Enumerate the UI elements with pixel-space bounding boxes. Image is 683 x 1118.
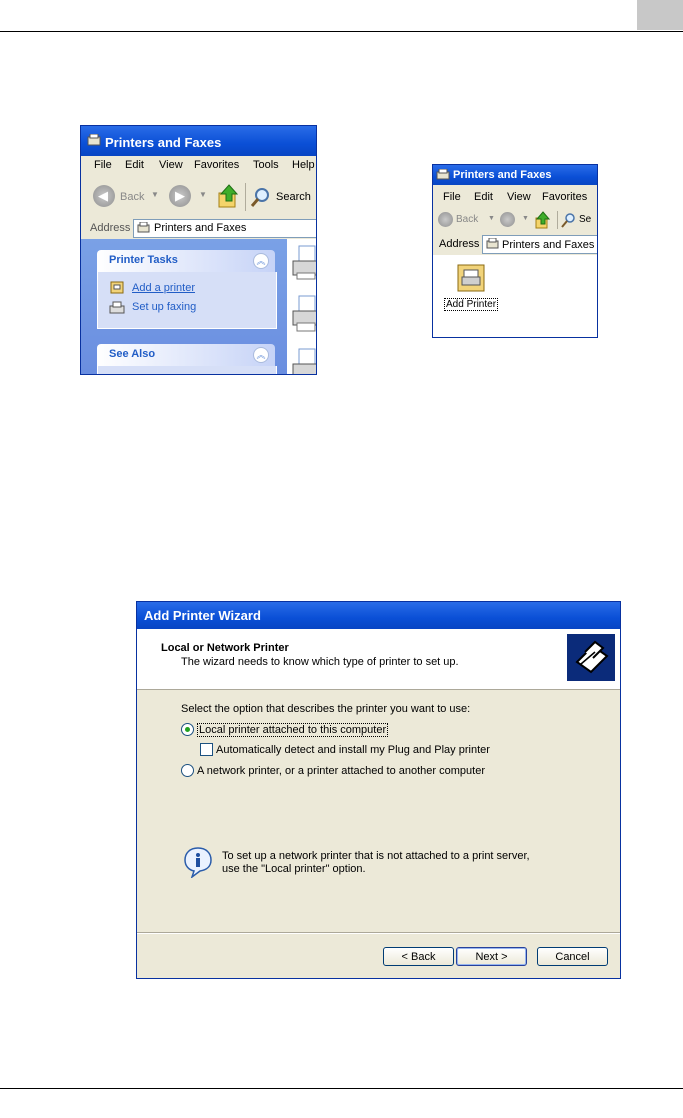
- menu-favorites[interactable]: Favorites: [542, 191, 588, 203]
- printers-faxes-window-2: [432, 164, 598, 338]
- printer-wizard-icon: [567, 634, 615, 681]
- search-icon[interactable]: [561, 212, 576, 228]
- search-label[interactable]: Se: [579, 214, 592, 225]
- info-text-line1: To set up a network printer that is not attached to a print server,: [222, 850, 530, 862]
- menu-view[interactable]: View: [507, 191, 531, 203]
- printer-icon[interactable]: [291, 294, 317, 334]
- footer-rule: [0, 1088, 683, 1089]
- address-label: Address: [439, 238, 480, 250]
- add-printer-label[interactable]: Add Printer: [446, 299, 497, 310]
- printer-icon[interactable]: [291, 347, 317, 375]
- forward-dropdown-icon[interactable]: ▼: [199, 190, 207, 199]
- address-value: Printers and Faxes: [154, 222, 247, 234]
- forward-button[interactable]: [500, 212, 515, 227]
- menu-edit[interactable]: Edit: [125, 159, 144, 171]
- window1-title: Printers and Faxes: [105, 135, 222, 150]
- address-input[interactable]: [133, 219, 316, 238]
- back-dropdown-icon[interactable]: ▼: [488, 215, 495, 222]
- printer-tasks-title: Printer Tasks: [109, 254, 178, 266]
- window1-menu-bar: [81, 156, 316, 179]
- up-folder-icon[interactable]: [217, 183, 241, 209]
- wizard-header-title: Local or Network Printer: [161, 642, 289, 654]
- wizard-button-separator: [137, 932, 620, 934]
- task-sidebar: [81, 239, 287, 374]
- add-printer-wizard-dialog: [136, 601, 621, 979]
- forward-arrow-icon: ▶: [175, 188, 185, 203]
- window2-address-bar: [433, 233, 597, 256]
- toolbar-separator: [557, 211, 558, 229]
- window1-toolbar: [81, 178, 316, 219]
- auto-detect-label[interactable]: Automatically detect and install my Plug and Play printer: [216, 744, 490, 756]
- menu-file[interactable]: File: [443, 191, 461, 203]
- wizard-title: Add Printer Wizard: [144, 608, 261, 623]
- back-arrow-icon: ◀: [98, 188, 108, 203]
- printers-folder-icon: [86, 134, 102, 148]
- menu-tools[interactable]: Tools: [253, 159, 279, 171]
- local-printer-radio[interactable]: [181, 723, 194, 736]
- info-text-line2: use the "Local printer" option.: [222, 863, 366, 875]
- menu-favorites[interactable]: Favorites: [194, 159, 240, 171]
- window2-content: [433, 255, 597, 337]
- back-label: Back: [456, 214, 479, 225]
- back-dropdown-icon[interactable]: ▼: [151, 190, 159, 199]
- wizard-header: [137, 629, 620, 690]
- back-button[interactable]: [93, 185, 115, 207]
- add-a-printer-link[interactable]: Add a printer: [132, 282, 195, 294]
- see-also-title: See Also: [109, 348, 156, 360]
- printer-list-pane: [287, 239, 316, 374]
- local-printer-label[interactable]: Local printer attached to this computer: [199, 724, 387, 736]
- toolbar-separator: [245, 183, 246, 211]
- wizard-titlebar: [137, 602, 620, 629]
- search-label[interactable]: Search: [276, 191, 311, 203]
- window1-address-bar: [81, 218, 316, 240]
- back-button[interactable]: < Back: [383, 947, 454, 966]
- fax-icon: [109, 301, 125, 314]
- back-label: Back: [120, 191, 145, 203]
- network-printer-radio[interactable]: [181, 764, 194, 777]
- next-button[interactable]: Next >: [456, 947, 527, 966]
- header-rule: [0, 31, 683, 32]
- menu-file[interactable]: File: [94, 159, 112, 171]
- menu-help[interactable]: Help: [292, 159, 315, 171]
- wizard-prompt: Select the option that describes the printer you want to use:: [181, 703, 471, 715]
- menu-edit[interactable]: Edit: [474, 191, 493, 203]
- cancel-button[interactable]: Cancel: [537, 947, 608, 966]
- printers-folder-icon: [436, 169, 450, 181]
- up-folder-icon[interactable]: [535, 211, 551, 229]
- auto-detect-checkbox[interactable]: [200, 743, 213, 756]
- forward-button[interactable]: [169, 185, 191, 207]
- printers-folder-icon: [136, 222, 151, 235]
- page-number-tab: [637, 0, 683, 30]
- network-printer-label[interactable]: A network printer, or a printer attached to another computer: [197, 765, 485, 777]
- printer-tasks-header[interactable]: [97, 250, 275, 272]
- window1-titlebar: [81, 126, 316, 156]
- window2-title: Printers and Faxes: [453, 169, 552, 181]
- address-value: Printers and Faxes: [502, 239, 595, 251]
- add-printer-small-icon: [110, 281, 124, 294]
- window2-titlebar: [433, 165, 597, 185]
- see-also-body: [97, 366, 277, 375]
- back-button[interactable]: [438, 212, 453, 227]
- wizard-header-subtitle: The wizard needs to know which type of printer to set up.: [181, 656, 459, 668]
- printer-icon[interactable]: [291, 244, 317, 282]
- search-icon[interactable]: [250, 186, 272, 208]
- window2-menu-bar: [433, 185, 597, 208]
- address-input[interactable]: [482, 235, 597, 254]
- address-label: Address: [90, 222, 131, 234]
- printers-faxes-window-1: [80, 125, 317, 375]
- info-icon: [182, 846, 214, 878]
- collapse-chevron-icon[interactable]: ︽: [253, 347, 269, 363]
- forward-dropdown-icon[interactable]: ▼: [522, 215, 529, 222]
- printer-tasks-body: [97, 272, 277, 329]
- radio-selected-dot: [185, 727, 190, 732]
- set-up-faxing-link[interactable]: Set up faxing: [132, 301, 197, 313]
- collapse-chevron-icon[interactable]: ︽: [253, 253, 269, 269]
- add-printer-icon[interactable]: [456, 263, 486, 293]
- window2-toolbar: [433, 207, 597, 234]
- see-also-header[interactable]: [97, 344, 275, 366]
- printers-folder-icon: [485, 238, 500, 251]
- menu-view[interactable]: View: [159, 159, 183, 171]
